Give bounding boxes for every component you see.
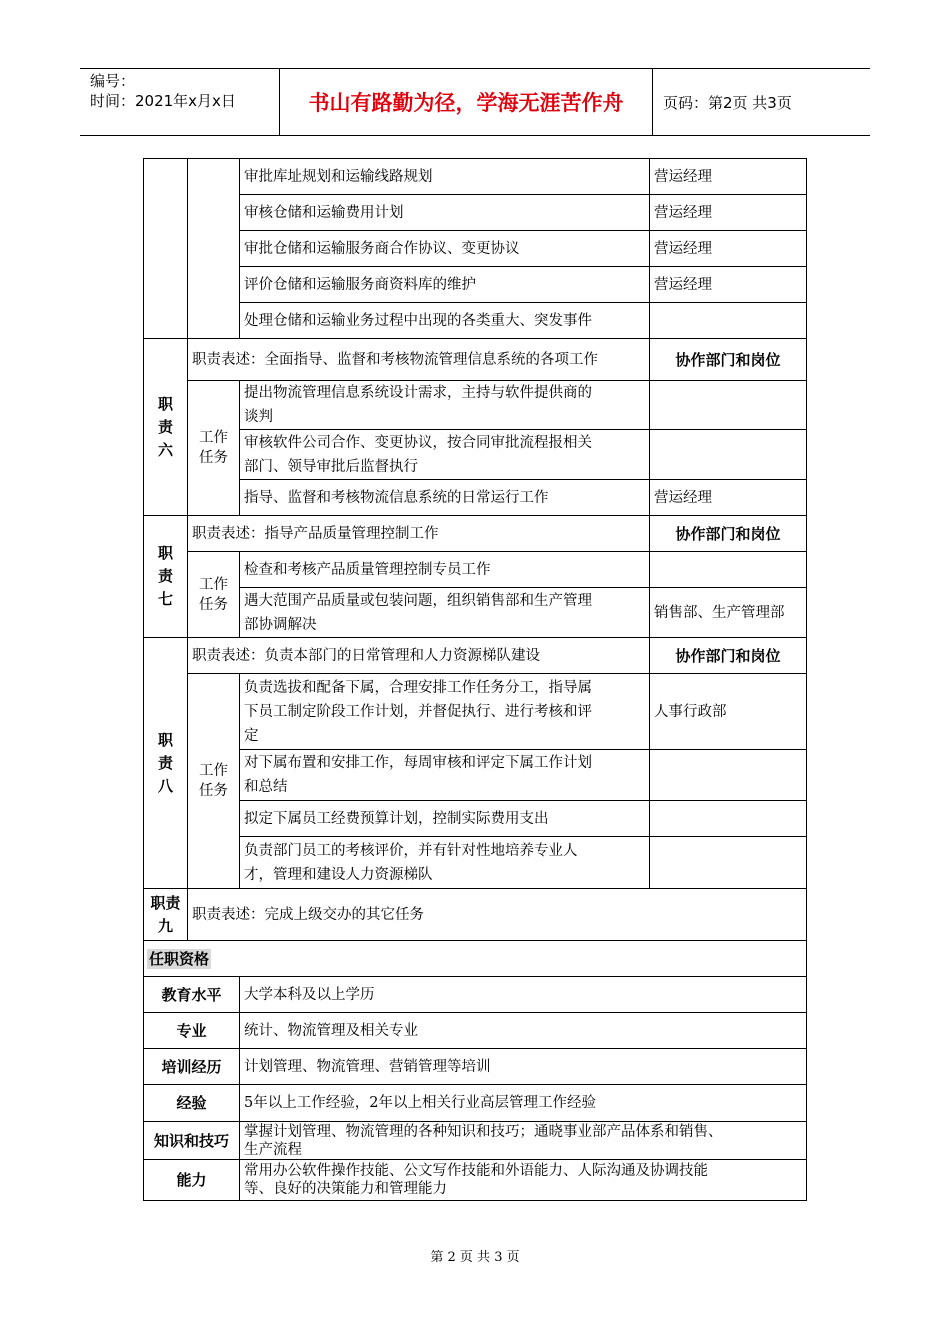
coop-dept-cell: 营运经理 [650, 231, 807, 267]
experience-value: 5年以上工作经验，2年以上相关行业高层管理工作经验 [240, 1085, 807, 1122]
table-row [144, 480, 807, 516]
task-cell: 评价仓储和运输服务商资料库的维护 [240, 267, 650, 303]
task-cell: 拟定下属员工经费预算计划，控制实际费用支出 [240, 801, 650, 837]
coop-dept-cell [650, 552, 807, 588]
task-cell: 审核仓储和运输费用计划 [240, 195, 650, 231]
header-meta [80, 69, 280, 135]
major-label: 专业 [144, 1013, 240, 1049]
qualification-row [144, 1049, 807, 1085]
work-task-label: 工作 任务 [188, 552, 240, 638]
table-row [144, 801, 807, 837]
coop-dept-cell [650, 837, 807, 889]
header-page-number: 页码：第2页 共3页 [663, 93, 792, 112]
task-cell: 审批库址规划和运输线路规划 [240, 159, 650, 195]
duty-six-statement-row [144, 339, 807, 381]
page-footer: 第 2 页 共 3 页 [430, 1250, 520, 1265]
coop-dept-cell [650, 381, 807, 430]
table-row [144, 381, 807, 430]
work-task-label: 工作 任务 [188, 674, 240, 889]
document-number-label: 编号： [90, 72, 136, 90]
qualifications-section-row [144, 941, 807, 977]
duty-seven-label: 职 责 七 [144, 516, 188, 638]
task-cell: 遇大范围产品质量或包装问题，组织销售部和生产管理 部协调解决 [240, 588, 650, 638]
education-label: 教育水平 [144, 977, 240, 1013]
coop-dept-cell [650, 430, 807, 480]
duty-eight-statement: 职责表述：负责本部门的日常管理和人力资源梯队建设 [188, 638, 650, 674]
task-cell: 负责部门员工的考核评价，并有针对性地培养专业人 才，管理和建设人力资源梯队 [240, 837, 650, 889]
task-cell: 对下属布置和安排工作，每周审核和评定下属工作计划 和总结 [240, 750, 650, 801]
coop-dept-cell [650, 750, 807, 801]
coop-dept-cell [650, 303, 807, 339]
knowledge-label: 知识和技巧 [144, 1122, 240, 1160]
prev-duty-label-cell [144, 159, 188, 339]
task-cell: 负责选拔和配备下属，合理安排工作任务分工，指导属 下员工制定阶段工作计划，并督促执行、进行考核和评 定 [240, 674, 650, 750]
table-row [144, 837, 807, 889]
prev-work-label-cell [188, 159, 240, 339]
header-motto: 书山有路勤为径，学海无涯苦作舟 [280, 69, 653, 135]
coop-dept-cell: 营运经理 [650, 195, 807, 231]
page-header [80, 68, 870, 136]
table-row [144, 750, 807, 801]
table-row [144, 552, 807, 588]
table-row [144, 588, 807, 638]
training-value: 计划管理、物流管理、营销管理等培训 [240, 1049, 807, 1085]
duty-six-label: 职 责 六 [144, 339, 188, 516]
table-row [144, 231, 807, 267]
table-row [144, 430, 807, 480]
task-cell: 审核软件公司合作、变更协议，按合同审批流程报相关 部门、领导审批后监督执行 [240, 430, 650, 480]
experience-label: 经验 [144, 1085, 240, 1122]
coop-dept-cell: 营运经理 [650, 159, 807, 195]
task-cell: 审批仓储和运输服务商合作协议、变更协议 [240, 231, 650, 267]
coop-header: 协作部门和岗位 [650, 339, 807, 381]
coop-dept-cell [650, 801, 807, 837]
document-date-label: 时间：2021年x月x日 [90, 92, 236, 110]
table-row [144, 267, 807, 303]
major-value: 统计、物流管理及相关专业 [240, 1013, 807, 1049]
qualification-row [144, 1160, 807, 1201]
coop-dept-cell: 营运经理 [650, 267, 807, 303]
coop-dept-cell: 营运经理 [650, 480, 807, 516]
table-row [144, 195, 807, 231]
task-cell: 检查和考核产品质量管理控制专员工作 [240, 552, 650, 588]
duty-seven-statement: 职责表述：指导产品质量管理控制工作 [188, 516, 650, 552]
education-value: 大学本科及以上学历 [240, 977, 807, 1013]
job-description-table [143, 158, 807, 1201]
qualification-row [144, 977, 807, 1013]
qualifications-title: 任职资格 [144, 941, 807, 977]
qualification-row [144, 1013, 807, 1049]
table-row [144, 303, 807, 339]
duty-nine-statement: 职责表述：完成上级交办的其它任务 [188, 889, 807, 941]
duty-eight-statement-row [144, 638, 807, 674]
qualification-row [144, 1122, 807, 1160]
coop-header: 协作部门和岗位 [650, 638, 807, 674]
coop-header: 协作部门和岗位 [650, 516, 807, 552]
training-label: 培训经历 [144, 1049, 240, 1085]
ability-value: 常用办公软件操作技能、公文写作技能和外语能力、人际沟通及协调技能 等、良好的决策能力和管理能力 [240, 1160, 807, 1201]
duty-nine-row [144, 889, 807, 941]
ability-label: 能力 [144, 1160, 240, 1201]
duty-nine-label: 职责 九 [144, 889, 188, 941]
knowledge-value: 掌握计划管理、物流管理的各种知识和技巧；通晓事业部产品体系和销售、 生产流程 [240, 1122, 807, 1160]
table-row [144, 674, 807, 750]
work-task-label: 工作 任务 [188, 381, 240, 516]
task-cell: 指导、监督和考核物流信息系统的日常运行工作 [240, 480, 650, 516]
coop-dept-cell: 人事行政部 [650, 674, 807, 750]
task-cell: 处理仓储和运输业务过程中出现的各类重大、突发事件 [240, 303, 650, 339]
qualification-row [144, 1085, 807, 1122]
task-cell: 提出物流管理信息系统设计需求，主持与软件提供商的 谈判 [240, 381, 650, 430]
coop-dept-cell: 销售部、生产管理部 [650, 588, 807, 638]
duty-eight-label: 职 责 八 [144, 638, 188, 889]
duty-seven-statement-row [144, 516, 807, 552]
table-row [144, 159, 807, 195]
duty-six-statement: 职责表述：全面指导、监督和考核物流管理信息系统的各项工作 [188, 339, 650, 381]
